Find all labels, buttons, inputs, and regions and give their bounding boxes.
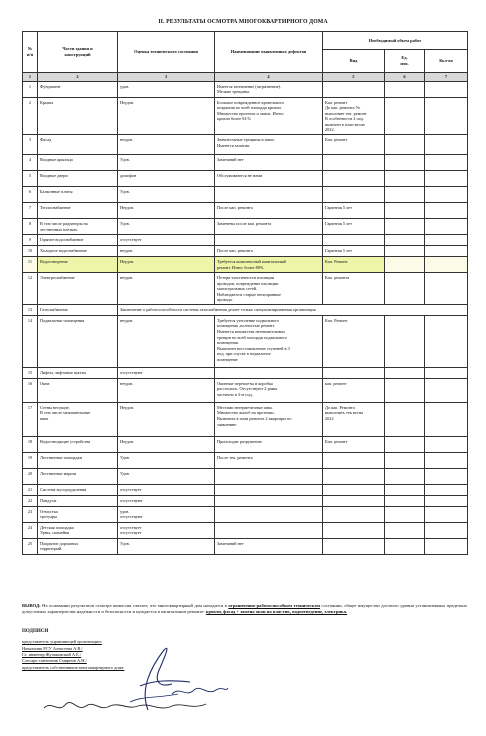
row-part: Подвальные помещения	[38, 316, 118, 368]
row-defect	[215, 496, 323, 507]
row-part: Крыша	[38, 98, 118, 135]
row-state: неудов.	[118, 273, 215, 305]
row-state: неудов.	[118, 246, 215, 257]
row-part: Отмостка тротуары	[38, 507, 118, 523]
row-number: 22	[23, 496, 38, 507]
row-defect	[215, 469, 323, 485]
row-number: 19	[23, 453, 38, 469]
col-number: 5	[323, 73, 385, 82]
table-row	[23, 539, 468, 555]
row-work	[323, 82, 385, 98]
row-unit	[385, 187, 425, 203]
row-qty	[425, 273, 468, 305]
row-defect: Требуется комплексный капитальный ремонт. Износ более 80%	[215, 257, 323, 273]
row-defect: Требуется утепление подвального помещения ,полностью ремонт. Имеются множества незначительных трещин по всей площади подвального помещения. Выполнен восстановление ступеней в 3 под. при спуске в подвальное помещение	[215, 316, 323, 368]
table-row	[23, 235, 468, 246]
signature-line: Слесарь-сантехник Смирнов А.Н./	[22, 658, 87, 664]
row-state: отсутствует отсутствует	[118, 523, 215, 539]
row-work	[323, 368, 385, 379]
signature-line: представитель собственников многоквартирного дома:	[22, 664, 125, 670]
row-part: Газоснабжение	[38, 305, 118, 316]
table-row	[23, 453, 468, 469]
row-qty	[425, 135, 468, 155]
row-note: Заключение о работоспособности системы газоснабжения делает только специализированная организация	[118, 305, 468, 316]
row-part: Детская площадка Урны, скамейки	[38, 523, 118, 539]
row-state: Неудов.	[118, 403, 215, 437]
row-defect	[215, 187, 323, 203]
row-part: Фундамент	[38, 82, 118, 98]
table-row	[23, 485, 468, 496]
table-body	[23, 82, 468, 555]
header-assessment: Оценка технического состояния	[118, 32, 215, 73]
row-qty	[425, 523, 468, 539]
table-row	[23, 469, 468, 485]
row-part: Входные двери	[38, 171, 118, 187]
row-qty	[425, 437, 468, 453]
row-defect: Значительные трещины в швах. Имеются залития.	[215, 135, 323, 155]
table-row	[23, 316, 468, 368]
row-unit	[385, 523, 425, 539]
row-number: 15	[23, 368, 38, 379]
row-defect: Потеря эластичности изоляции проводов, повреждение изоляции магистральных сетей. Наблюдаются старые неисправные провода.	[215, 273, 323, 305]
row-unit	[385, 469, 425, 485]
row-defect	[215, 368, 323, 379]
signatures-heading: ПОДПИСИ	[22, 629, 49, 634]
row-state: Неудов.	[118, 203, 215, 219]
table-row	[23, 98, 468, 135]
row-number: 25	[23, 539, 38, 555]
row-unit	[385, 171, 425, 187]
row-number: 14	[23, 316, 38, 368]
table-row	[23, 507, 468, 523]
table-row	[23, 203, 468, 219]
row-qty	[425, 485, 468, 496]
row-defect: После кап. ремонта	[215, 246, 323, 257]
row-part: Электроснабжение	[38, 273, 118, 305]
row-number: 16	[23, 379, 38, 403]
row-number: 23	[23, 507, 38, 523]
row-part: Теплоснабжение	[38, 203, 118, 219]
row-defect: Замечаний нет	[215, 155, 323, 171]
row-defect: Имеется затемнение (загрязнение). Мелкие трещины.	[215, 82, 323, 98]
table-row	[23, 523, 468, 539]
row-work	[323, 171, 385, 187]
row-unit	[385, 453, 425, 469]
row-unit	[385, 273, 425, 305]
table-row	[23, 219, 468, 235]
row-qty	[425, 539, 468, 555]
row-number: 5	[23, 171, 38, 187]
document-title: II. РЕЗУЛЬТАТЫ ОСМОТРА МНОГОКВАРТИРНОГО ДОМА	[158, 19, 328, 25]
row-qty	[425, 246, 468, 257]
row-unit	[385, 368, 425, 379]
row-unit	[385, 246, 425, 257]
row-number: 24	[23, 523, 38, 539]
row-work	[323, 469, 385, 485]
row-number: 1	[23, 82, 38, 98]
signature-line: Гл. инженер Жучаковский А.Е./	[22, 652, 82, 657]
row-work	[323, 155, 385, 171]
row-state: Удов.	[118, 539, 215, 555]
handwritten-signature	[170, 682, 230, 700]
row-defect	[215, 507, 323, 523]
row-defect: После тек. ремонта	[215, 453, 323, 469]
row-qty	[425, 507, 468, 523]
row-defect: Местами негерметичные швы. Множество жалоб на протечки. Включить в план ремонта 2 квартиры по заявлению	[215, 403, 323, 437]
conclusion-text1: На основании результатов осмотра комиссия считает, что многоквартирный дом находится в	[40, 603, 229, 608]
row-unit	[385, 98, 425, 135]
row-defect: Оконные переплеты и коробка рассохлись. Отсутствуют 2 рамы частично в 3-м под.	[215, 379, 323, 403]
signature-line: представитель управляющей организации:	[22, 639, 102, 645]
table-row	[23, 187, 468, 203]
col-number: 3	[118, 73, 215, 82]
row-qty	[425, 257, 468, 273]
row-qty	[425, 203, 468, 219]
row-state: отсутствует	[118, 485, 215, 496]
row-part: Лестничные площадки	[38, 453, 118, 469]
table-row	[23, 171, 468, 187]
row-number: 13	[23, 305, 38, 316]
row-part: Стены несущие, В том числе межпанельные швы	[38, 403, 118, 437]
table-row	[23, 257, 468, 273]
row-qty	[425, 82, 468, 98]
row-part: Холодное водоснабжение	[38, 246, 118, 257]
header-parts: Части здания и конструкций	[38, 32, 118, 73]
row-part: Покрытие дорожных территорий.	[38, 539, 118, 555]
row-unit	[385, 203, 425, 219]
header-kind: Вид	[323, 50, 385, 73]
row-part: Водоотведение	[38, 257, 118, 273]
row-state: неудов.	[118, 316, 215, 368]
row-defect	[215, 523, 323, 539]
header-defects: Наименование выявленных дефектов	[215, 32, 323, 73]
row-part: Система мусороудаления	[38, 485, 118, 496]
row-work: Кап. ремонт	[323, 437, 385, 453]
row-work: Гарантия 5 лет	[323, 246, 385, 257]
row-part: Водоотводящие устройства	[38, 437, 118, 453]
row-defect: Замечаний нет	[215, 539, 323, 555]
row-part: В том числе радиаторы на лестничных клетках.	[38, 219, 118, 235]
row-qty	[425, 219, 468, 235]
conclusion-text2: состоянии, общее имущество достигло уровня установленных предельно допустимых характеристик надежности и безопасности и нуждается в капитальном ремонте:	[22, 603, 467, 615]
row-state: Удов.	[118, 469, 215, 485]
row-number: 6	[23, 187, 38, 203]
row-unit	[385, 316, 425, 368]
row-work: кап. ремонт	[323, 379, 385, 403]
row-qty	[425, 98, 468, 135]
row-unit	[385, 496, 425, 507]
row-number: 21	[23, 485, 38, 496]
row-qty	[425, 155, 468, 171]
table-row	[23, 273, 468, 305]
table-row	[23, 496, 468, 507]
conclusion	[22, 603, 467, 615]
row-work	[323, 453, 385, 469]
header-qty: Кол-во	[425, 50, 468, 73]
table-row	[23, 135, 468, 155]
row-work: Кап. ремонт До кап. ремонта Уо выполняет тек. ремонт В особенности 2 под. включен в план весна 2022.	[323, 98, 385, 135]
row-work: Кап. ремонт	[323, 135, 385, 155]
row-defect: Заменены после кап. ремонта	[215, 219, 323, 235]
row-work: Кап. Ремонт.	[323, 257, 385, 273]
row-qty	[425, 453, 468, 469]
row-state: Удов.	[118, 219, 215, 235]
row-work	[323, 496, 385, 507]
row-part: Входные крыльца	[38, 155, 118, 171]
row-part: Горячее водоснабжение	[38, 235, 118, 246]
row-unit	[385, 82, 425, 98]
row-work	[323, 507, 385, 523]
col-number: 7	[425, 73, 468, 82]
signature-line: Начальник РСУ Алексеева А.В./	[22, 645, 83, 651]
row-number: 10	[23, 246, 38, 257]
row-work: Кап. Ремонт	[323, 316, 385, 368]
table-row	[23, 155, 468, 171]
row-part: Пандусы	[38, 496, 118, 507]
row-unit	[385, 437, 425, 453]
row-state: Удов.	[118, 453, 215, 469]
row-qty	[425, 496, 468, 507]
row-state: Неудов.	[118, 257, 215, 273]
row-number: 7	[23, 203, 38, 219]
table-row	[23, 403, 468, 437]
row-defect: Обслуживаются не нами	[215, 171, 323, 187]
row-state: неудов.	[118, 379, 215, 403]
row-defect: Происходит разрушение.	[215, 437, 323, 453]
row-number: 17	[23, 403, 38, 437]
row-unit	[385, 403, 425, 437]
inspection-table	[22, 31, 468, 555]
row-qty	[425, 469, 468, 485]
row-state: неудов.	[118, 135, 215, 155]
table-row	[23, 437, 468, 453]
row-qty	[425, 171, 468, 187]
conclusion-lead: ВЫВОД:	[22, 603, 41, 608]
table-row	[23, 379, 468, 403]
row-part: Окна	[38, 379, 118, 403]
row-number: 2	[23, 98, 38, 135]
row-state: Удов.	[118, 155, 215, 171]
row-state: отсутствует	[118, 235, 215, 246]
row-defect	[215, 235, 323, 246]
column-numbers-row	[23, 73, 468, 82]
row-work	[323, 485, 385, 496]
row-part: Фасад	[38, 135, 118, 155]
row-work	[323, 187, 385, 203]
conclusion-items: кровли, фасад + замена окон на пластик, водоотведение, электрика.	[205, 609, 348, 615]
row-qty	[425, 403, 468, 437]
row-number: 4	[23, 155, 38, 171]
row-number: 11	[23, 257, 38, 273]
row-number: 3	[23, 135, 38, 155]
row-unit	[385, 485, 425, 496]
row-work: Гарантия 5 лет	[323, 203, 385, 219]
conclusion-state: ограниченно-работоспособном техническом	[228, 603, 320, 608]
row-work	[323, 235, 385, 246]
header-work: Необходимый объем работ	[323, 32, 468, 50]
row-unit	[385, 155, 425, 171]
row-state: удов. отсутствуют	[118, 507, 215, 523]
row-qty	[425, 368, 468, 379]
row-state: удов.	[118, 82, 215, 98]
row-unit	[385, 507, 425, 523]
row-unit	[385, 235, 425, 246]
row-defect	[215, 485, 323, 496]
table-row	[23, 82, 468, 98]
row-part: Лестничные марши	[38, 469, 118, 485]
row-number: 20	[23, 469, 38, 485]
row-unit	[385, 257, 425, 273]
row-qty	[425, 316, 468, 368]
header-no: № п/п	[23, 32, 38, 73]
row-defect: После кап. ремонта	[215, 203, 323, 219]
row-unit	[385, 379, 425, 403]
row-state: отсутствуют	[118, 368, 215, 379]
row-qty	[425, 187, 468, 203]
row-unit	[385, 539, 425, 555]
table-row	[23, 305, 468, 316]
row-number: 18	[23, 437, 38, 453]
row-qty	[425, 235, 468, 246]
col-number: 2	[38, 73, 118, 82]
row-number: 9	[23, 235, 38, 246]
row-number: 8	[23, 219, 38, 235]
row-state: Удов.	[118, 187, 215, 203]
row-state: домофон	[118, 171, 215, 187]
row-work: До кап. Ремонта выполнить тек весна 2022	[323, 403, 385, 437]
row-work	[323, 539, 385, 555]
header-unit: Ед. изм.	[385, 50, 425, 73]
col-number: 1	[23, 73, 38, 82]
col-number: 4	[215, 73, 323, 82]
row-state: Неудов.	[118, 437, 215, 453]
row-unit	[385, 135, 425, 155]
row-number: 12	[23, 273, 38, 305]
table-row	[23, 368, 468, 379]
row-work	[323, 523, 385, 539]
row-state: Неудов.	[118, 98, 215, 135]
row-part: Лифты, лифтовые шахты	[38, 368, 118, 379]
row-state: отсутствуют	[118, 496, 215, 507]
row-work: Гарантия 5 лет	[323, 219, 385, 235]
table-row	[23, 246, 468, 257]
row-work: Кап. ремонта	[323, 273, 385, 305]
row-defect: Большое поврежденное кровельного покрытия по всей площади кровли. Множество протечек и замок. Износ кровли более 94 %	[215, 98, 323, 135]
row-unit	[385, 219, 425, 235]
col-number: 6	[385, 73, 425, 82]
row-part: Балконные плиты	[38, 187, 118, 203]
row-qty	[425, 379, 468, 403]
